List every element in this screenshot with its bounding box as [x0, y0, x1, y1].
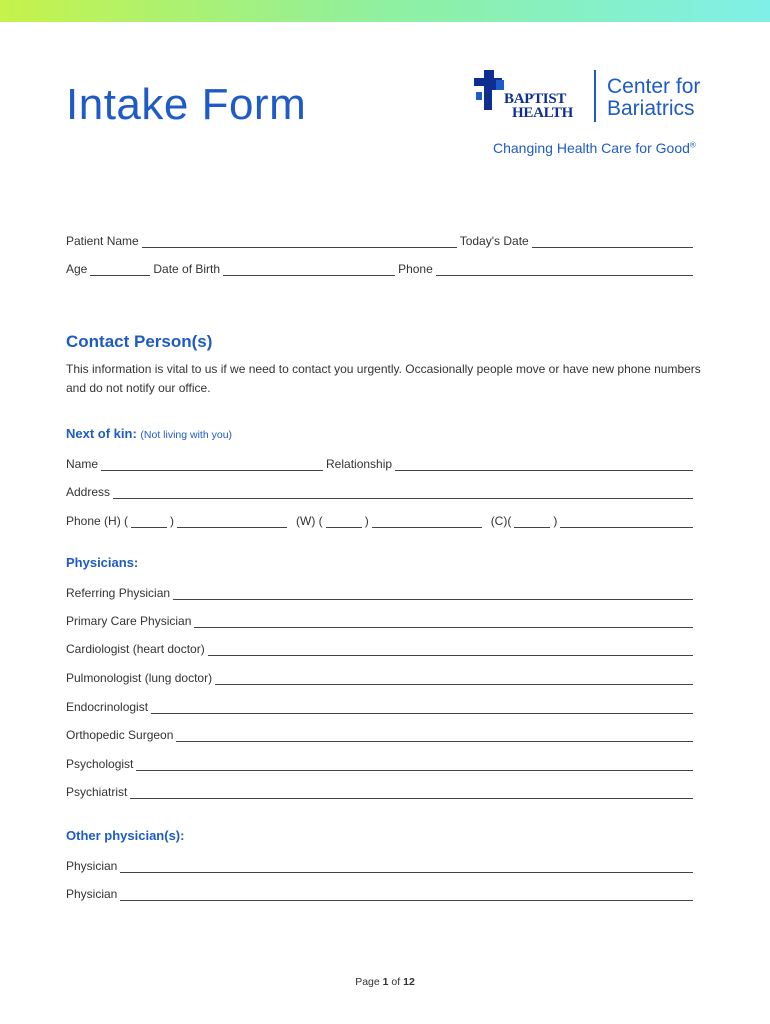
psychologist-label: Psychologist — [66, 757, 134, 771]
tagline — [493, 140, 696, 156]
physician-row — [66, 612, 696, 628]
physician-row — [66, 584, 696, 600]
orthopedic-surgeon-label: Orthopedic Surgeon — [66, 728, 174, 742]
psychiatrist-field[interactable] — [130, 788, 693, 799]
phone-home-area-field[interactable] — [131, 517, 167, 528]
cardiologist-label: Cardiologist (heart doctor) — [66, 642, 205, 656]
paren-close: ) — [364, 514, 369, 528]
other-physician-row — [66, 857, 696, 873]
cardiologist-field[interactable] — [208, 645, 693, 656]
physician-row — [66, 755, 696, 771]
tagline-text: Changing Health Care for Good — [493, 140, 690, 156]
dob-label: Date of Birth — [153, 262, 221, 276]
top-gradient-bar — [0, 0, 770, 22]
kin-row-2 — [66, 483, 696, 499]
page-title: Intake Form — [66, 80, 307, 129]
patient-row-1 — [66, 232, 696, 248]
psychiatrist-label: Psychiatrist — [66, 785, 128, 799]
physicians-heading: Physicians: — [66, 555, 139, 570]
logo-brand-text — [504, 92, 573, 120]
page-word: Page — [355, 976, 380, 988]
paren-close: ) — [553, 514, 558, 528]
next-of-kin-note: (Not living with you) — [140, 429, 233, 441]
address-field[interactable] — [113, 488, 693, 499]
other-physicians-heading: Other physician(s): — [66, 828, 185, 843]
page-number: 1 — [382, 976, 389, 988]
patient-name-label: Patient Name — [66, 234, 139, 248]
other-physician-field[interactable] — [120, 890, 693, 901]
age-field[interactable] — [90, 265, 150, 276]
page-total: 12 — [403, 976, 415, 988]
paren-close: ) — [170, 514, 175, 528]
logo-brand-line2: HEALTH — [512, 105, 574, 121]
phone-label: Phone — [398, 262, 433, 276]
endocrinologist-field[interactable] — [151, 703, 693, 714]
relationship-field[interactable] — [395, 460, 693, 471]
logo-center-name — [607, 76, 700, 120]
phone-work-field[interactable] — [372, 517, 482, 528]
tagline-mark: ® — [689, 140, 696, 150]
patient-row-2 — [66, 260, 696, 276]
page-footer — [0, 976, 770, 988]
other-physician-label: Physician — [66, 887, 118, 901]
logo-secondary: Bariatrics — [607, 97, 695, 120]
patient-name-field[interactable] — [142, 237, 457, 248]
primary-care-physician-field[interactable] — [194, 617, 693, 628]
phone-cell-label: (C)( — [490, 514, 512, 528]
contact-description: This information is vital to us if we need to contact you urgently. Occasionally people move or have new phone numbers and do not notify our office. — [66, 362, 701, 395]
todays-date-field[interactable] — [532, 237, 693, 248]
physician-row — [66, 698, 696, 714]
psychologist-field[interactable] — [136, 760, 693, 771]
referring-physician-field[interactable] — [173, 589, 693, 600]
other-physician-label: Physician — [66, 859, 118, 873]
kin-row-3 — [66, 512, 696, 528]
phone-cell-field[interactable] — [560, 517, 693, 528]
orthopedic-surgeon-field[interactable] — [176, 731, 693, 742]
physician-row — [66, 640, 696, 656]
physician-row — [66, 669, 696, 685]
phone-home-label: Phone (H) ( — [66, 514, 129, 528]
relationship-label: Relationship — [326, 457, 393, 471]
kin-name-label: Name — [66, 457, 99, 471]
logo-divider — [594, 70, 596, 122]
address-label: Address — [66, 485, 111, 499]
primary-care-physician-label: Primary Care Physician — [66, 614, 192, 628]
kin-name-field[interactable] — [101, 460, 323, 471]
contact-heading: Contact Person(s) — [66, 332, 213, 351]
baptist-health-logo — [470, 68, 710, 128]
physician-row — [66, 726, 696, 742]
physician-row — [66, 783, 696, 799]
age-label: Age — [66, 262, 88, 276]
logo-brand-line1: BAPTIST — [504, 91, 567, 107]
phone-work-area-field[interactable] — [326, 517, 362, 528]
dob-field[interactable] — [223, 265, 395, 276]
phone-work-label: (W) ( — [296, 514, 323, 528]
referring-physician-label: Referring Physician — [66, 586, 171, 600]
next-of-kin-label: Next of kin: — [66, 426, 137, 441]
todays-date-label: Today's Date — [459, 234, 529, 248]
phone-cell-area-field[interactable] — [514, 517, 550, 528]
other-physician-row — [66, 885, 696, 901]
of-word: of — [391, 976, 401, 988]
next-of-kin-heading — [66, 426, 232, 441]
phone-field[interactable] — [436, 265, 693, 276]
pulmonologist-label: Pulmonologist (lung doctor) — [66, 671, 213, 685]
endocrinologist-label: Endocrinologist — [66, 700, 149, 714]
logo-primary: Center for — [607, 75, 701, 98]
kin-row-1 — [66, 455, 696, 471]
pulmonologist-field[interactable] — [215, 674, 693, 685]
other-physician-field[interactable] — [120, 862, 693, 873]
phone-home-field[interactable] — [177, 517, 287, 528]
